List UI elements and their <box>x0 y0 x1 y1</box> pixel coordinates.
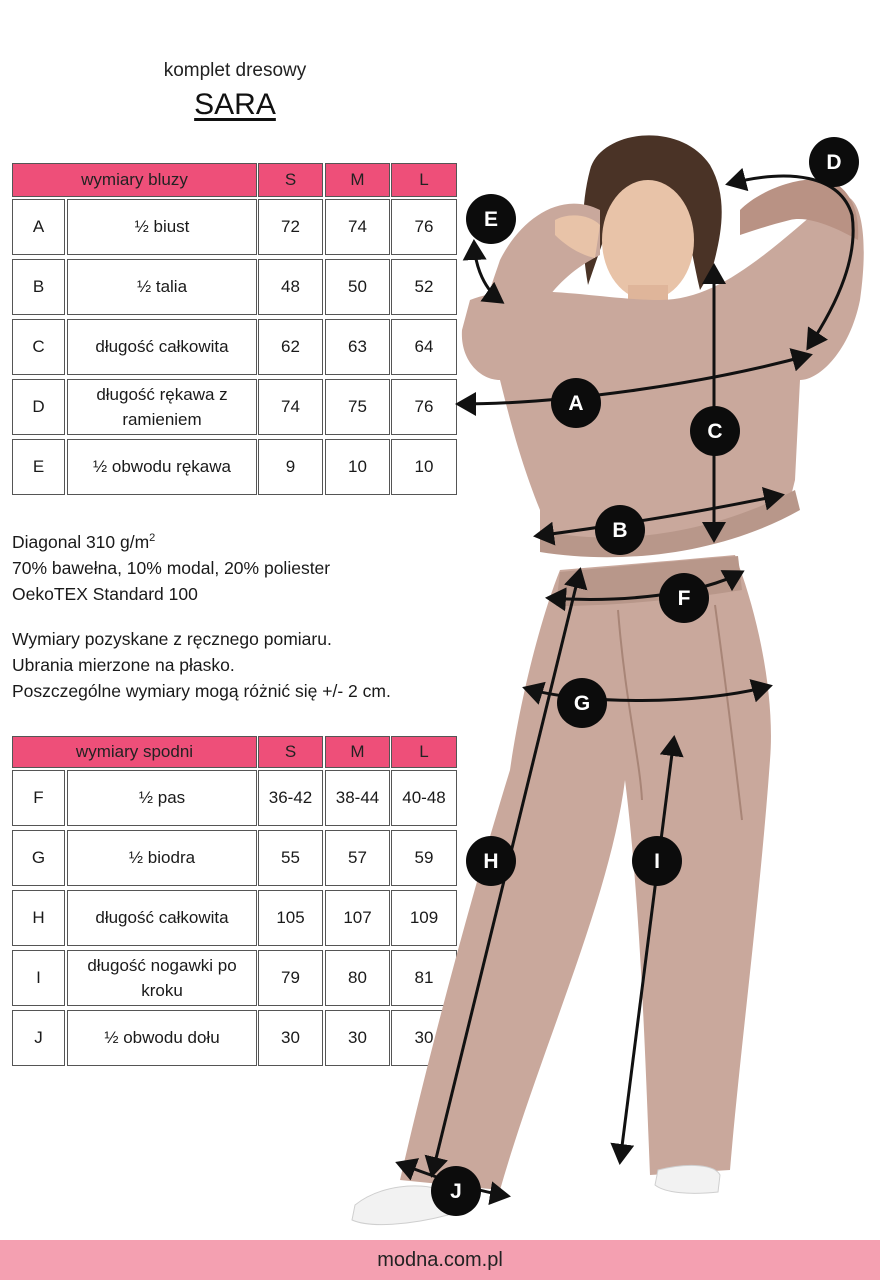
marker-h <box>466 836 516 886</box>
row-size-value-cell: 107 <box>325 890 390 946</box>
row-size-value-cell: 55 <box>258 830 323 886</box>
note-line-2: Ubrania mierzone na płasko. <box>12 655 235 675</box>
row-code-cell: H <box>12 890 65 946</box>
fabric-certificate: OekoTEX Standard 100 <box>12 584 198 604</box>
row-size-value-cell: 40-48 <box>391 770 457 826</box>
svg-text:J: J <box>450 1180 462 1203</box>
row-code-cell: C <box>12 319 65 375</box>
fabric-weight: Diagonal 310 $g/m^2$ <box>12 532 156 552</box>
row-measure-name-cell: długość całkowita <box>67 319 257 375</box>
row-size-value-cell: 76 <box>391 199 457 255</box>
row-size-value-cell: 62 <box>258 319 323 375</box>
row-size-value-cell: 38-44 <box>325 770 390 826</box>
row-code-cell: A <box>12 199 65 255</box>
row-size-value-cell: 9 <box>258 439 323 495</box>
bottom-table-header-size-m: M <box>325 736 390 768</box>
svg-text:D: D <box>826 151 842 174</box>
row-size-value-cell: 30 <box>325 1010 390 1066</box>
row-code-cell: B <box>12 259 65 315</box>
row-size-value-cell: 30 <box>258 1010 323 1066</box>
row-size-value-cell: 80 <box>325 950 390 1006</box>
bottom-table-header-size-l: L <box>391 736 457 768</box>
row-measure-name-cell: ½ obwodu dołu <box>67 1010 257 1066</box>
row-size-value-cell: 57 <box>325 830 390 886</box>
top-table-header-size-l: L <box>391 163 457 197</box>
row-size-value-cell: 109 <box>391 890 457 946</box>
row-code-cell: F <box>12 770 65 826</box>
marker-b <box>595 505 645 555</box>
row-size-value-cell: 52 <box>391 259 457 315</box>
row-size-value-cell: 74 <box>325 199 390 255</box>
row-measure-name-cell: ½ biust <box>67 199 257 255</box>
note-line-1: Wymiary pozyskane z ręcznego pomiaru. <box>12 629 332 649</box>
row-size-value-cell: 48 <box>258 259 323 315</box>
model-trousers <box>400 555 771 1190</box>
fabric-composition: 70% bawełna, 10% modal, 20% poliester <box>12 558 331 578</box>
model-face <box>602 180 694 300</box>
marker-c <box>690 406 740 456</box>
top-table-header-size-m: M <box>325 163 390 197</box>
row-size-value-cell: 36-42 <box>258 770 323 826</box>
row-code-cell: G <box>12 830 65 886</box>
footer-bar <box>0 1240 880 1280</box>
row-code-cell: E <box>12 439 65 495</box>
marker-a <box>551 378 601 428</box>
svg-text:A: A <box>568 392 584 415</box>
row-code-cell: I <box>12 950 65 1006</box>
row-measure-name-cell: długość nogawki po kroku <box>67 950 257 1006</box>
row-size-value-cell: 64 <box>391 319 457 375</box>
svg-text:I: I <box>654 850 660 873</box>
marker-j <box>431 1166 481 1216</box>
row-measure-name-cell: ½ obwodu rękawa <box>67 439 257 495</box>
marker-g <box>557 678 607 728</box>
product-subtitle: komplet dresowy <box>163 60 307 81</box>
row-code-cell: D <box>12 379 65 435</box>
bottom-table-header-label: wymiary spodni <box>12 736 257 768</box>
svg-text:E: E <box>483 208 499 231</box>
row-size-value-cell: 79 <box>258 950 323 1006</box>
row-size-value-cell: 50 <box>325 259 390 315</box>
marker-i <box>632 836 682 886</box>
row-size-value-cell: 75 <box>325 379 390 435</box>
note-line-3: Poszczególne wymiary mogą różnić się +/- 2 cm. <box>12 681 391 701</box>
marker-f <box>659 573 709 623</box>
svg-text:F: F <box>677 587 691 610</box>
row-size-value-cell: 59 <box>391 830 457 886</box>
product-title: SARA <box>194 88 276 121</box>
row-size-value-cell: 105 <box>258 890 323 946</box>
model-right-shoe <box>655 1165 720 1193</box>
row-size-value-cell: 76 <box>391 379 457 435</box>
svg-text:C: C <box>707 420 723 443</box>
row-size-value-cell: 10 <box>391 439 457 495</box>
top-table-header-size-s: S <box>258 163 323 197</box>
row-size-value-cell: 72 <box>258 199 323 255</box>
row-measure-name-cell: ½ biodra <box>67 830 257 886</box>
svg-text:G: G <box>573 692 591 715</box>
row-size-value-cell: 63 <box>325 319 390 375</box>
row-measure-name-cell: długość całkowita <box>67 890 257 946</box>
row-size-value-cell: 30 <box>391 1010 457 1066</box>
marker-e <box>466 194 516 244</box>
svg-text:H: H <box>483 850 499 873</box>
row-measure-name-cell: ½ talia <box>67 259 257 315</box>
row-size-value-cell: 74 <box>258 379 323 435</box>
row-size-value-cell: 10 <box>325 439 390 495</box>
footer-website: modna.com.pl <box>377 1248 503 1271</box>
top-table-header-label: wymiary bluzy <box>12 163 257 197</box>
marker-d <box>809 137 859 187</box>
bottom-table-header-size-s: S <box>258 736 323 768</box>
row-size-value-cell: 81 <box>391 950 457 1006</box>
row-code-cell: J <box>12 1010 65 1066</box>
row-measure-name-cell: ½ pas <box>67 770 257 826</box>
svg-text:B: B <box>612 519 628 542</box>
row-measure-name-cell: długość rękawa z ramieniem <box>67 379 257 435</box>
